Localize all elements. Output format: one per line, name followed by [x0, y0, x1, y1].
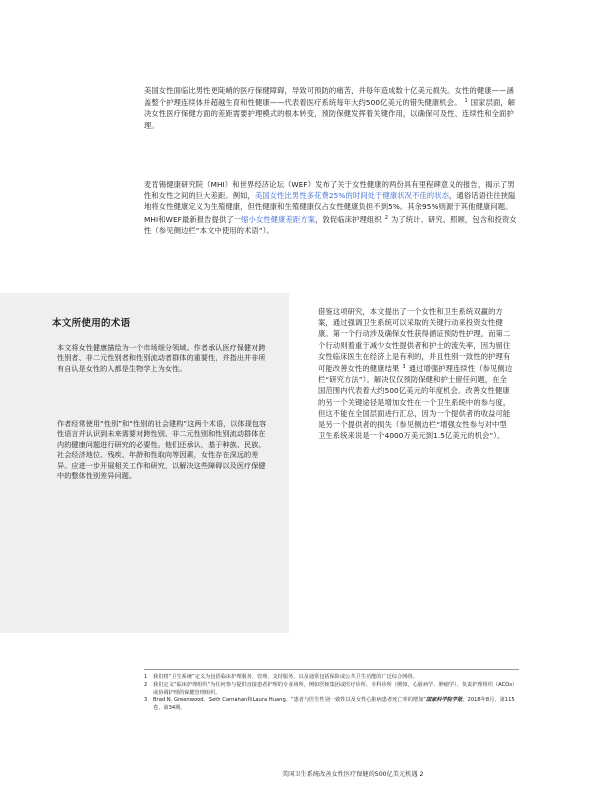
- footnote-1: [144, 674, 519, 682]
- footnote-text: 我们将“卫生系统”定义为包括临床护理服务、管理、支持服务，以及通常包括保险或公共卫生功能的广泛综合网络。: [153, 674, 418, 680]
- terminology-sidebar: [0, 293, 289, 633]
- research-paragraph: [144, 179, 520, 236]
- page-footer: 美国卫生系统改善女性医疗保健的500亿美元机遇 2: [282, 771, 424, 778]
- footnote-citation: Brad N. Greenwood、Seth Carnahan和Laura Huang，“患者与医生性别一致性以及女性心脏病患者死亡率的增加”: [153, 697, 426, 704]
- footnote-ref-1[interactable]: 1: [464, 98, 468, 105]
- footnote-ref-2[interactable]: 2: [384, 214, 388, 221]
- research-text-after: 为了统计、研究、照顾，包含和投资女性（参见侧边栏“本文中使用的术语”）。: [144, 214, 517, 235]
- footnote-ref-3[interactable]: 3: [402, 364, 406, 371]
- research-text: 麦肯锡健康研究院（MHI）和世界经济论坛（WEF）发布了关于女性健康的两份具有里程碑意义的报告，揭示了男性和女性之间的巨大差距。例如，: [144, 180, 515, 201]
- intro-text: 美国女性面临比男性更陡峭的医疗保健障碍，导致可预防的痛苦，并每年造成数十亿美元损失。女性的健康——涵盖整个护理连续体并超越生育和性健康——代表着医疗系统每年大约500亿美元的错失健康机会。: [144, 86, 514, 108]
- footnote-citation-after: ，2018年8月，第115卷，第34期。: [153, 697, 515, 712]
- footnote-text: 我们定义“临床护理组织”为任何参与提供直接患者护理的专业场所，例如医师集团或医疗诊所、专科诊所（例如，心脏病学、肿瘤学）、负责护理组织（ACOs）或协调护理的保健管理组织。: [153, 681, 518, 696]
- time-in-poor-health-link[interactable]: 美国女性比男性多花费25%的时间处于健康状况不佳的状态: [254, 191, 449, 201]
- research-text-mid2: ，敦促临床护理组织: [315, 214, 382, 224]
- intro-text-after: 国家层面，解决女性医疗保健方面的差距需要护理模式的根本转变，预防保健发挥着关键作用，以确保可及性、连续性和全面护理。: [144, 98, 516, 130]
- right-column-text: 借鉴这项研究，本文提出了一个女性和卫生系统双赢的方案，通过强调卫生系统可以采取的关键行动来投资女性健康。第一个行动涉及确保女性获得循证预防性护理，而第二个行动则着重于减少女性提供者和护士的流失率，因为留住女性临床医生在经济上是有利的，并且性别一致性的护理有可能改善女性的健康结果: [318, 307, 511, 374]
- footnote-3: [144, 697, 519, 713]
- sidebar-paragraph-1: 本文将女性健康描绘为一个市场细分领域。作者承认医疗保健对跨性别者、非二元性别者和性别流动者群体的重要性，并指出并非所有自认是女性的人都是生物学上为女性。: [57, 343, 266, 373]
- footnotes: [144, 669, 519, 713]
- sidebar-title: 本文所使用的术语: [52, 318, 131, 329]
- intro-paragraph: [144, 85, 520, 131]
- right-column-paragraph: [318, 306, 514, 441]
- sidebar-paragraph-2: 作者经常使用“性别”和“性别的社会建构”这两个术语，以体现包容性语言并认识到未来需要对跨性别、非二元性别和性别流动群体在内的健康问题进行研究的必要性。他们还承认，基于种族、民族、社会经济地位、残疾、年龄和性取向等因素，女性存在深远的差异。应进一步开展相关工作和研究，以解决这些障碍以及医疗保健中的整体性别差异问题。: [57, 419, 267, 481]
- journal-title: 国家科学院学报: [426, 697, 463, 704]
- footnote-number: 3: [144, 697, 148, 704]
- right-column-text-after: 通过增强护理连续性（参见侧边栏“研究方法”）。解决仅仅预防保健和护士留任问题，在全国范围内代表着大约500亿美元的年度机会。改善女性健康的另一个关键途径是增加女性在一个卫生系统中的参与度，但这不能在全国层面进行汇总，因为一个提供者的收益可能是另一个提供者的损失（参见侧边栏“增强女性参与对中型卫生系统来说是一个4000万美元到1.5亿美元的机会”）。: [318, 364, 513, 441]
- closing-gap-report-link[interactable]: 缩小女性健康差距方案: [241, 214, 316, 224]
- footnote-number: 1: [144, 674, 148, 680]
- footnote-text: [153, 697, 519, 713]
- footnote-2: [144, 682, 519, 698]
- research-text-mid: ，通俗话语往往狭隘地将女性健康定义为生殖健康，但性健康和生殖健康仅占女性健康负担不到5%。其余95%则源于其他健康问题。MHI和WEF最新报告提供了一: [144, 191, 516, 224]
- footnote-number: 2: [144, 681, 148, 688]
